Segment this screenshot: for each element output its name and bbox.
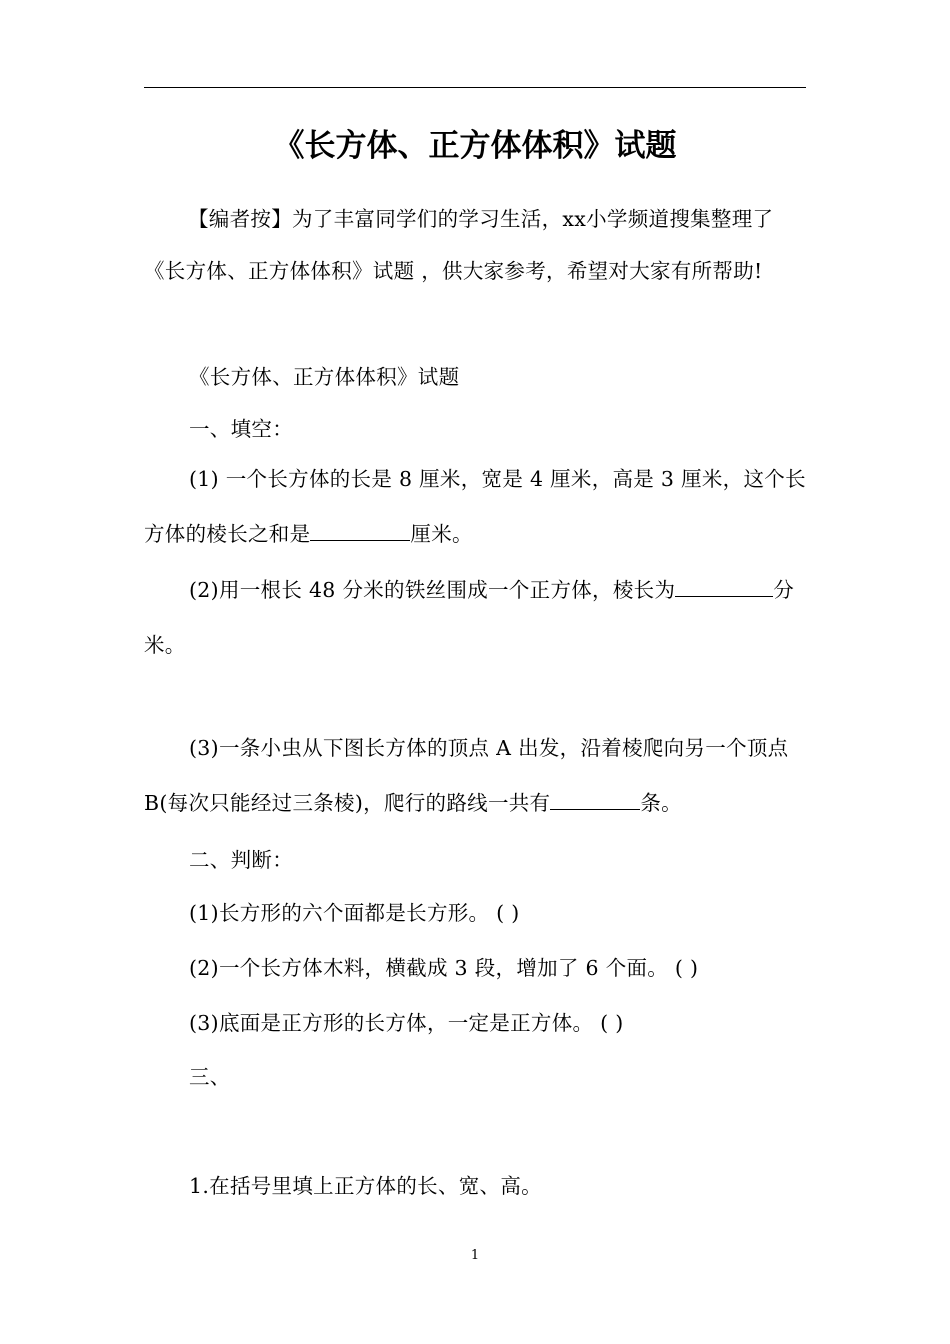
answer-blank-3: [550, 789, 640, 810]
fill-blank-question-2: [144, 563, 806, 673]
answer-blank-2: [675, 576, 773, 597]
question-3-text: (3)一条小虫从下图长方体的顶点 A 出发，沿着棱爬向另一个顶点 B(每次只能经过三条棱)，爬行的路线一共有: [144, 736, 789, 815]
question-2-unit: 分米。: [144, 578, 795, 657]
editor-note-paragraph: 【编者按】为了丰富同学们的学习生活，xx小学频道搜集整理了《长方体、正方体体积》试题 ，供大家参考，希望对大家有所帮助!: [144, 207, 774, 283]
question-2-text: (2)用一根长 48 分米的铁丝围成一个正方体，棱长为: [189, 578, 676, 602]
document-title: 《长方体、正方体体积》试题: [273, 128, 677, 164]
section-3-question-1: 1.在括号里填上正方体的长、宽、高。: [189, 1174, 542, 1198]
fill-blank-question-1: [144, 452, 806, 562]
judge-question-3: (3)底面是正方形的长方体，一定是正方体。 ( ): [189, 1011, 624, 1035]
fill-blank-question-3: [144, 721, 806, 831]
answer-blank-1: [310, 520, 410, 541]
subtitle: 《长方体、正方体体积》试题: [189, 365, 460, 389]
page-number: 1: [470, 1248, 480, 1263]
judge-question-1: (1)长方形的六个面都是长方形。 ( ): [189, 901, 520, 925]
section-2-heading: 二、判断：: [189, 848, 293, 872]
question-1-unit: 厘米。: [410, 522, 473, 546]
section-1-heading: 一、填空：: [189, 417, 293, 441]
judge-question-2: (2)一个长方体木料，横截成 3 段，增加了 6 个面。 ( ): [189, 956, 699, 980]
header-rule: [144, 87, 806, 88]
question-3-unit: 条。: [640, 791, 682, 815]
section-3-heading: 三、: [189, 1065, 231, 1089]
question-1-text: (1) 一个长方体的长是 8 厘米，宽是 4 厘米，高是 3 厘米，这个长方体的棱长之和是: [144, 467, 806, 546]
